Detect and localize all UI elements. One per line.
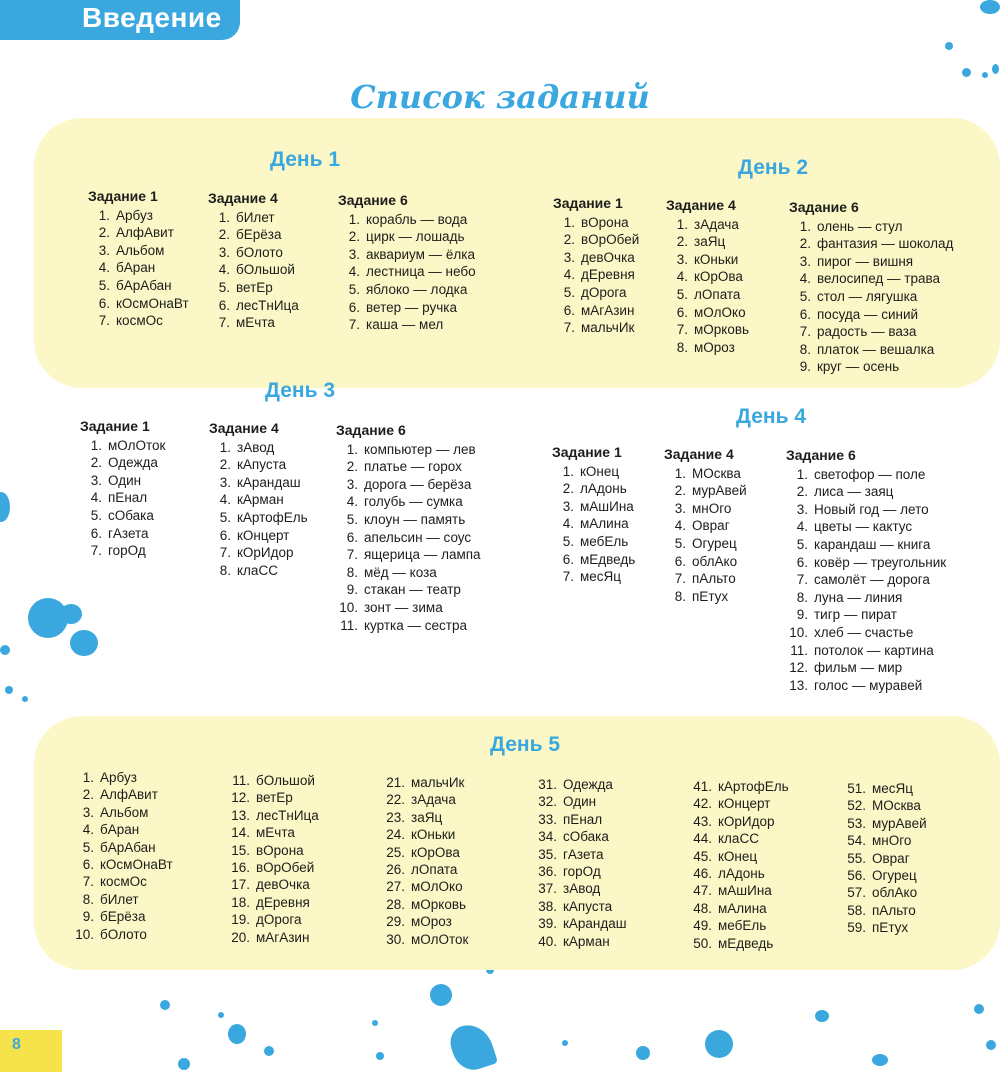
list-item: дОрога <box>256 912 302 928</box>
list-item: месЯц <box>872 781 914 796</box>
list-item: Огурец <box>872 868 917 884</box>
list-item: кОньки <box>411 827 456 843</box>
list-item: вОрОбей <box>256 860 315 876</box>
list-item: Овраг <box>872 850 910 866</box>
list-item: кАпуста <box>237 457 287 473</box>
list-item: бЕрёза <box>100 909 146 925</box>
list-item: круг — осень <box>817 359 900 375</box>
list-item: мОрковь <box>411 896 467 912</box>
task-title: Задание 1 <box>552 444 622 460</box>
list-item: лАдонь <box>580 481 627 497</box>
list-item: кАрандаш <box>237 474 301 490</box>
list-item: заЯц <box>411 809 443 825</box>
list-item: кОнцерт <box>718 796 771 812</box>
list-item: МОсква <box>692 465 741 481</box>
list-item: ветЕр <box>256 790 293 806</box>
list-item: стакан — театр <box>364 582 461 598</box>
list-item: заЯц <box>694 234 726 250</box>
list-item: кОнец <box>718 848 758 864</box>
list-item: бИлет <box>236 209 275 225</box>
list-item: тигр — пират <box>814 607 897 623</box>
list-item: Арбуз <box>100 770 137 785</box>
list-item: облАко <box>692 553 738 569</box>
list-item: пЕнал <box>108 490 148 506</box>
list-item: лиса — заяц <box>814 484 894 500</box>
paint-splash-icon <box>60 604 82 624</box>
day-1-task-4 <box>208 190 299 332</box>
day-1-task-1 <box>88 188 189 330</box>
list-item: девОчка <box>256 877 310 893</box>
list-item: бОльшой <box>236 262 295 278</box>
list-item: платок — вешалка <box>817 341 935 357</box>
list-item: кАпуста <box>563 898 613 914</box>
list-item: зАдача <box>411 792 456 808</box>
paint-splash-icon <box>430 984 452 1006</box>
list-item: вОрона <box>581 214 629 230</box>
word-list: 11. бОльшой 12. ветЕр 13. лесТнИца 14. мЕчта 15. вОрона 16. вОрОбей 17. девОчка 18. дЕревня 19. дОрога 20. мАгАзин <box>231 773 319 945</box>
task-title: Задание 1 <box>88 188 158 204</box>
paint-swirl-icon <box>446 1019 498 1075</box>
task-title: Задание 6 <box>338 192 408 208</box>
list-item: вОрона <box>256 842 304 858</box>
paint-dot-icon <box>992 64 999 74</box>
list-item: мОлОко <box>411 879 463 895</box>
day-1-title: День 1 <box>270 148 341 171</box>
list-item: Одежда <box>563 777 613 792</box>
list-item: корабль — вода <box>366 211 468 227</box>
list-item: мОроз <box>694 339 735 355</box>
list-item: мОлОко <box>694 304 746 320</box>
day-4-task-4 <box>664 446 747 605</box>
paint-dot-icon <box>962 68 971 77</box>
list-item: космОс <box>116 313 163 329</box>
list-item: зАдача <box>694 216 739 232</box>
paint-dot-icon <box>178 1058 190 1070</box>
paint-splash-icon <box>980 0 1000 14</box>
list-item: стол — лягушка <box>817 288 918 304</box>
list-item: мАлина <box>718 900 767 916</box>
task-title: Задание 6 <box>786 447 856 463</box>
list-item: клаСС <box>237 562 278 578</box>
section-title: Введение <box>82 2 222 33</box>
day-5-title: День 5 <box>490 733 561 756</box>
list-item: горОд <box>108 543 146 559</box>
list-item: куртка — сестра <box>364 617 467 633</box>
paint-dot-icon <box>376 1052 384 1060</box>
list-item: месЯц <box>580 569 622 585</box>
list-item: пЕнал <box>563 811 603 827</box>
list-item: голос — муравей <box>814 677 923 693</box>
list-item: кАртофЕль <box>237 509 308 525</box>
day-4-task-6 <box>786 447 946 694</box>
list-item: зАвод <box>237 439 275 455</box>
task-title: Задание 4 <box>666 197 736 213</box>
list-item: Альбом <box>116 242 165 258</box>
list-item: Огурец <box>692 535 737 551</box>
list-item: радость — ваза <box>817 324 917 340</box>
list-item: лОпата <box>411 862 458 878</box>
day-5-column-2 <box>228 772 319 946</box>
list-item: фантазия — шоколад <box>817 236 954 252</box>
list-item: Овраг <box>692 518 730 534</box>
list-item: апельсин — соус <box>364 529 472 545</box>
word-list: 1. МОсква 2. мурАвей 3. мнОго 4. Овраг 5. Огурец 6. облАко 7. пАльто 8. пЕтух <box>674 465 747 604</box>
word-list: 1. вОрона 2. вОрОбей 3. девОчка 4. дЕревня 5. дОрога 6. мАгАзин 7. мальчИк <box>563 214 640 336</box>
list-item: кОрОва <box>411 844 460 860</box>
paint-dot-icon <box>372 1020 378 1026</box>
list-item: мАлина <box>580 516 629 532</box>
paint-dot-icon <box>562 1040 568 1046</box>
word-list: 31. Одежда 32. Один 33. пЕнал 34. сОбака 35. гАзета 36. горОд 37. зАвод 38. кАпуста 39. кАрандаш 40. кАрман <box>538 777 627 949</box>
day-4-task-1 <box>552 444 635 586</box>
list-item: пЕтух <box>872 920 909 936</box>
word-list: 1. компьютер — лев 2. платье — горох 3. дорога — берёза 4. голубь — сумка 5. клоун — память 6. апельсин — соус 7. ящерица — лампа 8. мёд — коза 9. стакан — театр 10. зонт — зима 11. куртка — сестра <box>339 441 481 633</box>
list-item: Один <box>108 472 142 488</box>
list-item: мОлОток <box>411 931 469 947</box>
day-5-column-4 <box>535 776 627 950</box>
list-item: кОсмОнаВт <box>116 295 189 311</box>
task-title: Задание 4 <box>664 446 734 462</box>
word-list: 1. Арбуз 2. АлфАвит 3. Альбом 4. бАран 5. бАрАбан 6. кОсмОнаВт 7. космОс <box>98 207 189 329</box>
list-item: МОсква <box>872 798 921 814</box>
list-item: Новый год — лето <box>814 501 929 517</box>
list-item: дЕревня <box>581 267 635 283</box>
word-list: 1. корабль — вода 2. цирк — лошадь 3. аквариум — ёлка 4. лестница — небо 5. яблоко — лодка 6. ветер — ручка 7. каша — мел <box>348 211 476 333</box>
day-3-task-6 <box>336 422 481 634</box>
list-item: мАгАзин <box>581 302 635 318</box>
paint-dot-icon <box>22 696 28 702</box>
list-item: пАльто <box>692 571 736 587</box>
list-item: бОлото <box>100 926 147 942</box>
word-list: 1. светофор — поле 2. лиса — заяц 3. Новый год — лето 4. цветы — кактус 5. карандаш — книга 6. ковёр — треугольник 7. самолёт — дорога 8. луна — линия 9. тигр — пират 10. хлеб — счастье 11. потолок — картина 12. фильм — мир 13. голос — муравей <box>789 466 947 693</box>
list-item: ветЕр <box>236 279 273 295</box>
list-item: яблоко — лодка <box>366 281 468 297</box>
list-item: потолок — картина <box>814 642 934 658</box>
paint-dot-icon <box>815 1010 829 1022</box>
day-2-task-4 <box>666 197 749 356</box>
day-3-title: День 3 <box>265 379 336 402</box>
word-list: 21. мальчИк 22. зАдача 23. заЯц 24. кОньки 25. кОрОва 26. лОпата 27. мОлОко 28. мОрковь 29. мОроз 30. мОлОток <box>386 775 469 947</box>
list-item: каша — мел <box>366 317 444 333</box>
list-item: пирог — вишня <box>817 253 914 269</box>
paint-splash-icon <box>0 492 10 522</box>
list-item: мАшИна <box>580 498 634 514</box>
list-item: олень — стул <box>817 218 903 234</box>
list-item: бАран <box>116 260 156 276</box>
list-item: лАдонь <box>718 866 765 882</box>
task-title: Задание 4 <box>208 190 278 206</box>
list-item: ветер — ручка <box>366 299 457 315</box>
list-item: пЕтух <box>692 588 729 604</box>
paint-splash-icon <box>70 630 98 656</box>
word-list: 1. мОлОток 2. Одежда 3. Один 4. пЕнал 5. сОбака 6. гАзета 7. горОд <box>90 437 166 559</box>
list-item: самолёт — дорога <box>814 572 930 588</box>
list-item: бАрАбан <box>116 277 172 293</box>
list-item: космОс <box>100 874 147 890</box>
day-5-column-3 <box>383 774 468 948</box>
list-item: кОрОва <box>694 269 743 285</box>
day-2-task-6 <box>789 199 953 376</box>
list-item: мАшИна <box>718 883 772 899</box>
list-item: мальчИк <box>581 320 635 336</box>
list-item: велосипед — трава <box>817 271 941 287</box>
list-item: цветы — кактус <box>814 519 913 535</box>
list-item: мЕдведь <box>718 935 774 951</box>
page-number-band <box>0 1030 62 1072</box>
word-list: 1. кОнец 2. лАдонь 3. мАшИна 4. мАлина 5. мебЕль 6. мЕдведь 7. месЯц <box>562 463 636 585</box>
list-item: бОлото <box>236 244 283 260</box>
list-item: хлеб — счастье <box>814 624 914 640</box>
list-item: бАрАбан <box>100 839 156 855</box>
list-item: ковёр — треугольник <box>814 554 947 570</box>
word-list: 1. зАвод 2. кАпуста 3. кАрандаш 4. кАрман 5. кАртофЕль 6. кОнцерт 7. кОрИдор 8. клаСС <box>219 439 308 578</box>
paint-dot-icon <box>218 1012 224 1018</box>
paint-splash-icon <box>705 1030 733 1058</box>
day-5-column-5 <box>690 778 789 952</box>
day-3-task-1 <box>80 418 165 560</box>
list-item: кОрИдор <box>718 813 775 829</box>
list-item: мЕчта <box>236 315 275 331</box>
list-item: мЕдведь <box>580 551 636 567</box>
list-item: мОрковь <box>694 322 750 338</box>
list-item: лесТнИца <box>256 807 319 823</box>
list-item: кОсмОнаВт <box>100 857 173 873</box>
list-item: карандаш — книга <box>814 536 931 552</box>
list-item: кАртофЕль <box>718 779 789 794</box>
list-item: мнОго <box>872 833 912 849</box>
paint-dot-icon <box>264 1046 274 1056</box>
list-item: кОрИдор <box>237 545 294 561</box>
list-item: Один <box>563 794 597 810</box>
list-item: лестница — небо <box>366 264 476 280</box>
list-item: гАзета <box>563 846 604 862</box>
list-item: кОнец <box>580 463 620 479</box>
list-item: ящерица — лампа <box>364 547 481 563</box>
list-item: пАльто <box>872 902 916 918</box>
task-title: Задание 6 <box>789 199 859 215</box>
list-item: клаСС <box>718 831 759 847</box>
list-item: платье — горох <box>364 459 462 475</box>
list-item: сОбака <box>563 829 609 845</box>
list-item: кАрман <box>563 933 610 949</box>
list-item: бОльшой <box>256 773 315 788</box>
paint-dot-icon <box>872 1054 888 1066</box>
list-item: фильм — мир <box>814 660 903 676</box>
list-item: вОрОбей <box>581 232 640 248</box>
list-item: посуда — синий <box>817 306 919 322</box>
list-item: компьютер — лев <box>364 441 476 457</box>
list-item: мебЕль <box>580 533 629 549</box>
list-item: мАгАзин <box>256 929 310 945</box>
day-5-column-6 <box>844 780 927 937</box>
task-title: Задание 4 <box>209 420 279 436</box>
day-1-task-6 <box>338 192 476 334</box>
list-item: горОд <box>563 864 601 880</box>
list-item: кОньки <box>694 251 739 267</box>
list-item: мурАвей <box>872 815 927 831</box>
list-item: бИлет <box>100 891 139 907</box>
list-item: дорога — берёза <box>364 476 472 492</box>
list-item: мурАвей <box>692 483 747 499</box>
list-item: кАрман <box>237 492 284 508</box>
page-title: Список заданий <box>350 78 650 116</box>
day-2-title: День 2 <box>738 156 809 179</box>
list-item: мебЕль <box>718 918 767 934</box>
list-item: лесТнИца <box>236 297 299 313</box>
list-item: цирк — лошадь <box>366 229 465 245</box>
word-list: 51. месЯц 52. МОсква 53. мурАвей 54. мнОго 55. Овраг 56. Огурец 57. облАко 58. пАльто 59. пЕтух <box>847 781 927 936</box>
day-5-column-1 <box>72 769 173 943</box>
paint-dot-icon <box>986 1040 996 1050</box>
list-item: аквариум — ёлка <box>366 246 475 262</box>
list-item: мнОго <box>692 500 732 516</box>
list-item: мёд — коза <box>364 564 437 580</box>
list-item: зАвод <box>563 881 601 897</box>
list-item: АлфАвит <box>100 787 158 803</box>
list-item: облАко <box>872 885 918 901</box>
day-2-task-1 <box>553 195 639 337</box>
paint-dot-icon <box>974 1004 984 1014</box>
list-item: бЕрёза <box>236 227 282 243</box>
paint-splash-icon <box>228 1024 246 1044</box>
list-item: мОроз <box>411 914 452 930</box>
page-number: 8 <box>12 1036 21 1053</box>
list-item: клоун — память <box>364 511 466 527</box>
word-list: 1. Арбуз 2. АлфАвит 3. Альбом 4. бАран 5. бАрАбан 6. кОсмОнаВт 7. космОс 8. бИлет 9. бЕрёза 10. бОлото <box>75 770 173 942</box>
list-item: лОпата <box>694 286 741 302</box>
list-item: мЕчта <box>256 825 295 841</box>
list-item: луна — линия <box>814 589 903 605</box>
list-item: кАрандаш <box>563 916 627 932</box>
list-item: дЕревня <box>256 894 310 910</box>
list-item: АлфАвит <box>116 225 174 241</box>
list-item: сОбака <box>108 507 154 523</box>
list-item: бАран <box>100 822 140 838</box>
list-item: голубь — сумка <box>364 494 463 510</box>
task-title: Задание 1 <box>553 195 623 211</box>
list-item: кОнцерт <box>237 527 290 543</box>
paint-dot-icon <box>0 645 10 655</box>
paint-dot-icon <box>945 42 953 50</box>
list-item: Одежда <box>108 455 158 471</box>
paint-dot-icon <box>5 686 13 694</box>
task-title: Задание 6 <box>336 422 406 438</box>
paint-dot-icon <box>160 1000 170 1010</box>
day-3-task-4 <box>209 420 308 579</box>
list-item: гАзета <box>108 525 149 541</box>
list-item: Альбом <box>100 804 149 820</box>
paint-dot-icon <box>636 1046 650 1060</box>
word-list: 1. олень — стул 2. фантазия — шоколад 3. пирог — вишня 4. велосипед — трава 5. стол — лягушка 6. посуда — синий 7. радость — ваза 8. платок — вешалка 9. круг — осень <box>799 218 954 375</box>
list-item: Арбуз <box>116 207 153 223</box>
word-list: 41. кАртофЕль 42. кОнцерт 43. кОрИдор 44. клаСС 45. кОнец 46. лАдонь 47. мАшИна 48. мАлина 49. мебЕль 50. мЕдведь <box>693 779 789 951</box>
list-item: дОрога <box>581 284 627 300</box>
list-item: мОлОток <box>108 437 166 453</box>
word-list: 1. бИлет 2. бЕрёза 3. бОлото 4. бОльшой 5. ветЕр 6. лесТнИца 7. мЕчта <box>218 209 299 331</box>
list-item: девОчка <box>581 249 635 265</box>
task-title: Задание 1 <box>80 418 150 434</box>
word-list: 1. зАдача 2. заЯц 3. кОньки 4. кОрОва 5. лОпата 6. мОлОко 7. мОрковь 8. мОроз <box>676 216 750 355</box>
list-item: зонт — зима <box>364 599 443 615</box>
day-4-title: День 4 <box>736 405 807 428</box>
list-item: светофор — поле <box>814 466 926 482</box>
list-item: мальчИк <box>411 775 465 790</box>
